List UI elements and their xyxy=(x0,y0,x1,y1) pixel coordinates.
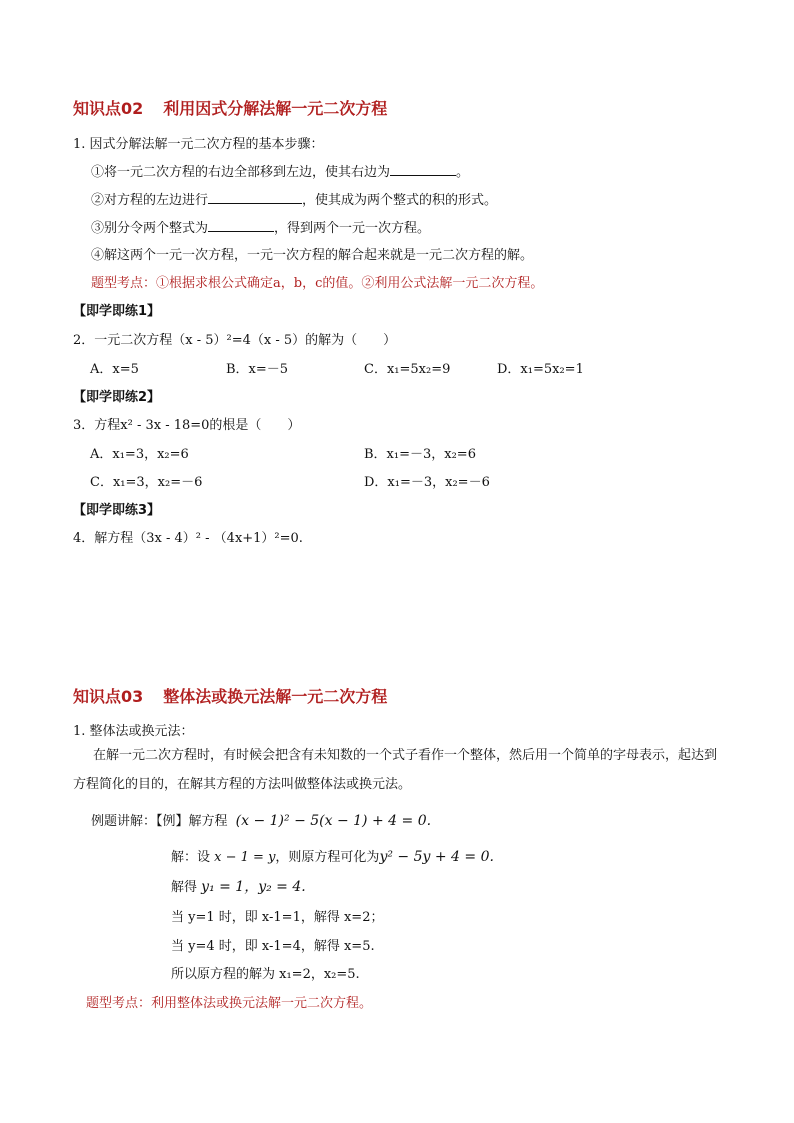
answer-blank xyxy=(208,191,302,204)
solution-2-equation: y₁ = 1，y₂ = 4. xyxy=(201,879,306,895)
solution-1-text-b: ，则原方程可化为 xyxy=(275,850,380,865)
section-03-kaodian: 题型考点：利用整体法或换元法解一元二次方程。 xyxy=(86,996,373,1011)
step-2-end: ，使其成为两个整式的积的形式。 xyxy=(302,193,498,208)
practice-3-label: 【即学即练3】 xyxy=(73,503,161,518)
example-equation: (x − 1)² − 5(x − 1) + 4 = 0. xyxy=(235,813,432,829)
practice-1-option-c: C．x₁=5x₂=9 xyxy=(364,362,451,377)
example-label: 例题讲解：【例】解方程 xyxy=(91,814,228,829)
solution-line-3: 当 y=1 时，即 x-1=1，解得 x=2； xyxy=(171,910,384,925)
section-02-title xyxy=(73,96,387,119)
practice-2-label: 【即学即练2】 xyxy=(73,390,161,405)
step-3 xyxy=(91,217,430,236)
solution-1-text-a: 解：设 xyxy=(171,850,211,865)
practice-1-option-d: D．x₁=5x₂=1 xyxy=(497,362,584,377)
practice-2-option-a: A．x₁=3，x₂=6 xyxy=(90,447,189,462)
solution-line-4: 当 y=4 时，即 x-1=4，解得 x=5. xyxy=(171,939,375,954)
practice-1-option-a: A．x=5 xyxy=(90,362,139,377)
practice-2-option-c: C．x₁=3，x₂=－6 xyxy=(90,475,203,490)
practice-1-label: 【即学即练1】 xyxy=(73,304,161,319)
step-1 xyxy=(91,161,469,180)
step-1-text: ①将一元二次方程的右边全部移到左边，使其右边为 xyxy=(91,165,391,180)
transformed-equation: y² − 5y + 4 = 0. xyxy=(379,849,494,865)
section-02-number: 知识点02 xyxy=(73,99,144,118)
section-02-heading: 利用因式分解法解一元二次方程 xyxy=(163,99,388,118)
practice-2-option-b: B．x₁=－3，x₂=6 xyxy=(364,447,476,462)
example-line xyxy=(91,810,431,829)
solution-2-text: 解得 xyxy=(171,880,198,895)
section-02-kaodian: 题型考点：①根据求根公式确定a，b，c的值。②利用公式法解一元二次方程。 xyxy=(91,276,544,291)
practice-1-question: 2．一元二次方程（x - 5）²=4（x - 5）的解为（ ） xyxy=(73,333,397,348)
substitution-equation: x − 1 = y xyxy=(214,850,276,865)
section-02-intro: 1. 因式分解法解一元二次方程的基本步骤： xyxy=(73,137,324,152)
step-2-text: ②对方程的左边进行 xyxy=(91,193,209,208)
solution-line-5: 所以原方程的解为 x₁=2，x₂=5. xyxy=(171,967,360,982)
section-03-intro: 1. 整体法或换元法： xyxy=(73,724,194,739)
section-03-paragraph: 在解一元二次方程时，有时候会把含有未知数的一个式子看作一个整体，然后用一个简单的字母表示，起达到方程简化的目的，在解其方程的方法叫做整体法或换元法。 xyxy=(73,748,718,792)
section-03-title xyxy=(73,684,387,707)
section-03-heading: 整体法或换元法解一元二次方程 xyxy=(163,687,388,706)
answer-blank xyxy=(390,163,456,176)
step-3-end: ，得到两个一元一次方程。 xyxy=(274,221,431,236)
step-2 xyxy=(91,189,497,208)
solution-line-1 xyxy=(171,846,494,865)
step-3-text: ③别分令两个整式为 xyxy=(91,221,209,236)
practice-2-option-d: D．x₁=－3，x₂=－6 xyxy=(364,475,490,490)
practice-2-question: 3．方程x² - 3x - 18=0的根是（ ） xyxy=(73,418,301,433)
practice-3-question: 4．解方程（3x - 4）² - （4x+1）²=0. xyxy=(73,531,303,546)
section-03-number: 知识点03 xyxy=(73,687,144,706)
step-1-end: 。 xyxy=(456,165,470,180)
answer-blank xyxy=(208,219,274,232)
step-4: ④解这两个一元一次方程，一元一次方程的解合起来就是一元二次方程的解。 xyxy=(91,248,534,263)
solution-line-2 xyxy=(171,876,306,896)
practice-1-option-b: B．x=－5 xyxy=(226,362,289,377)
